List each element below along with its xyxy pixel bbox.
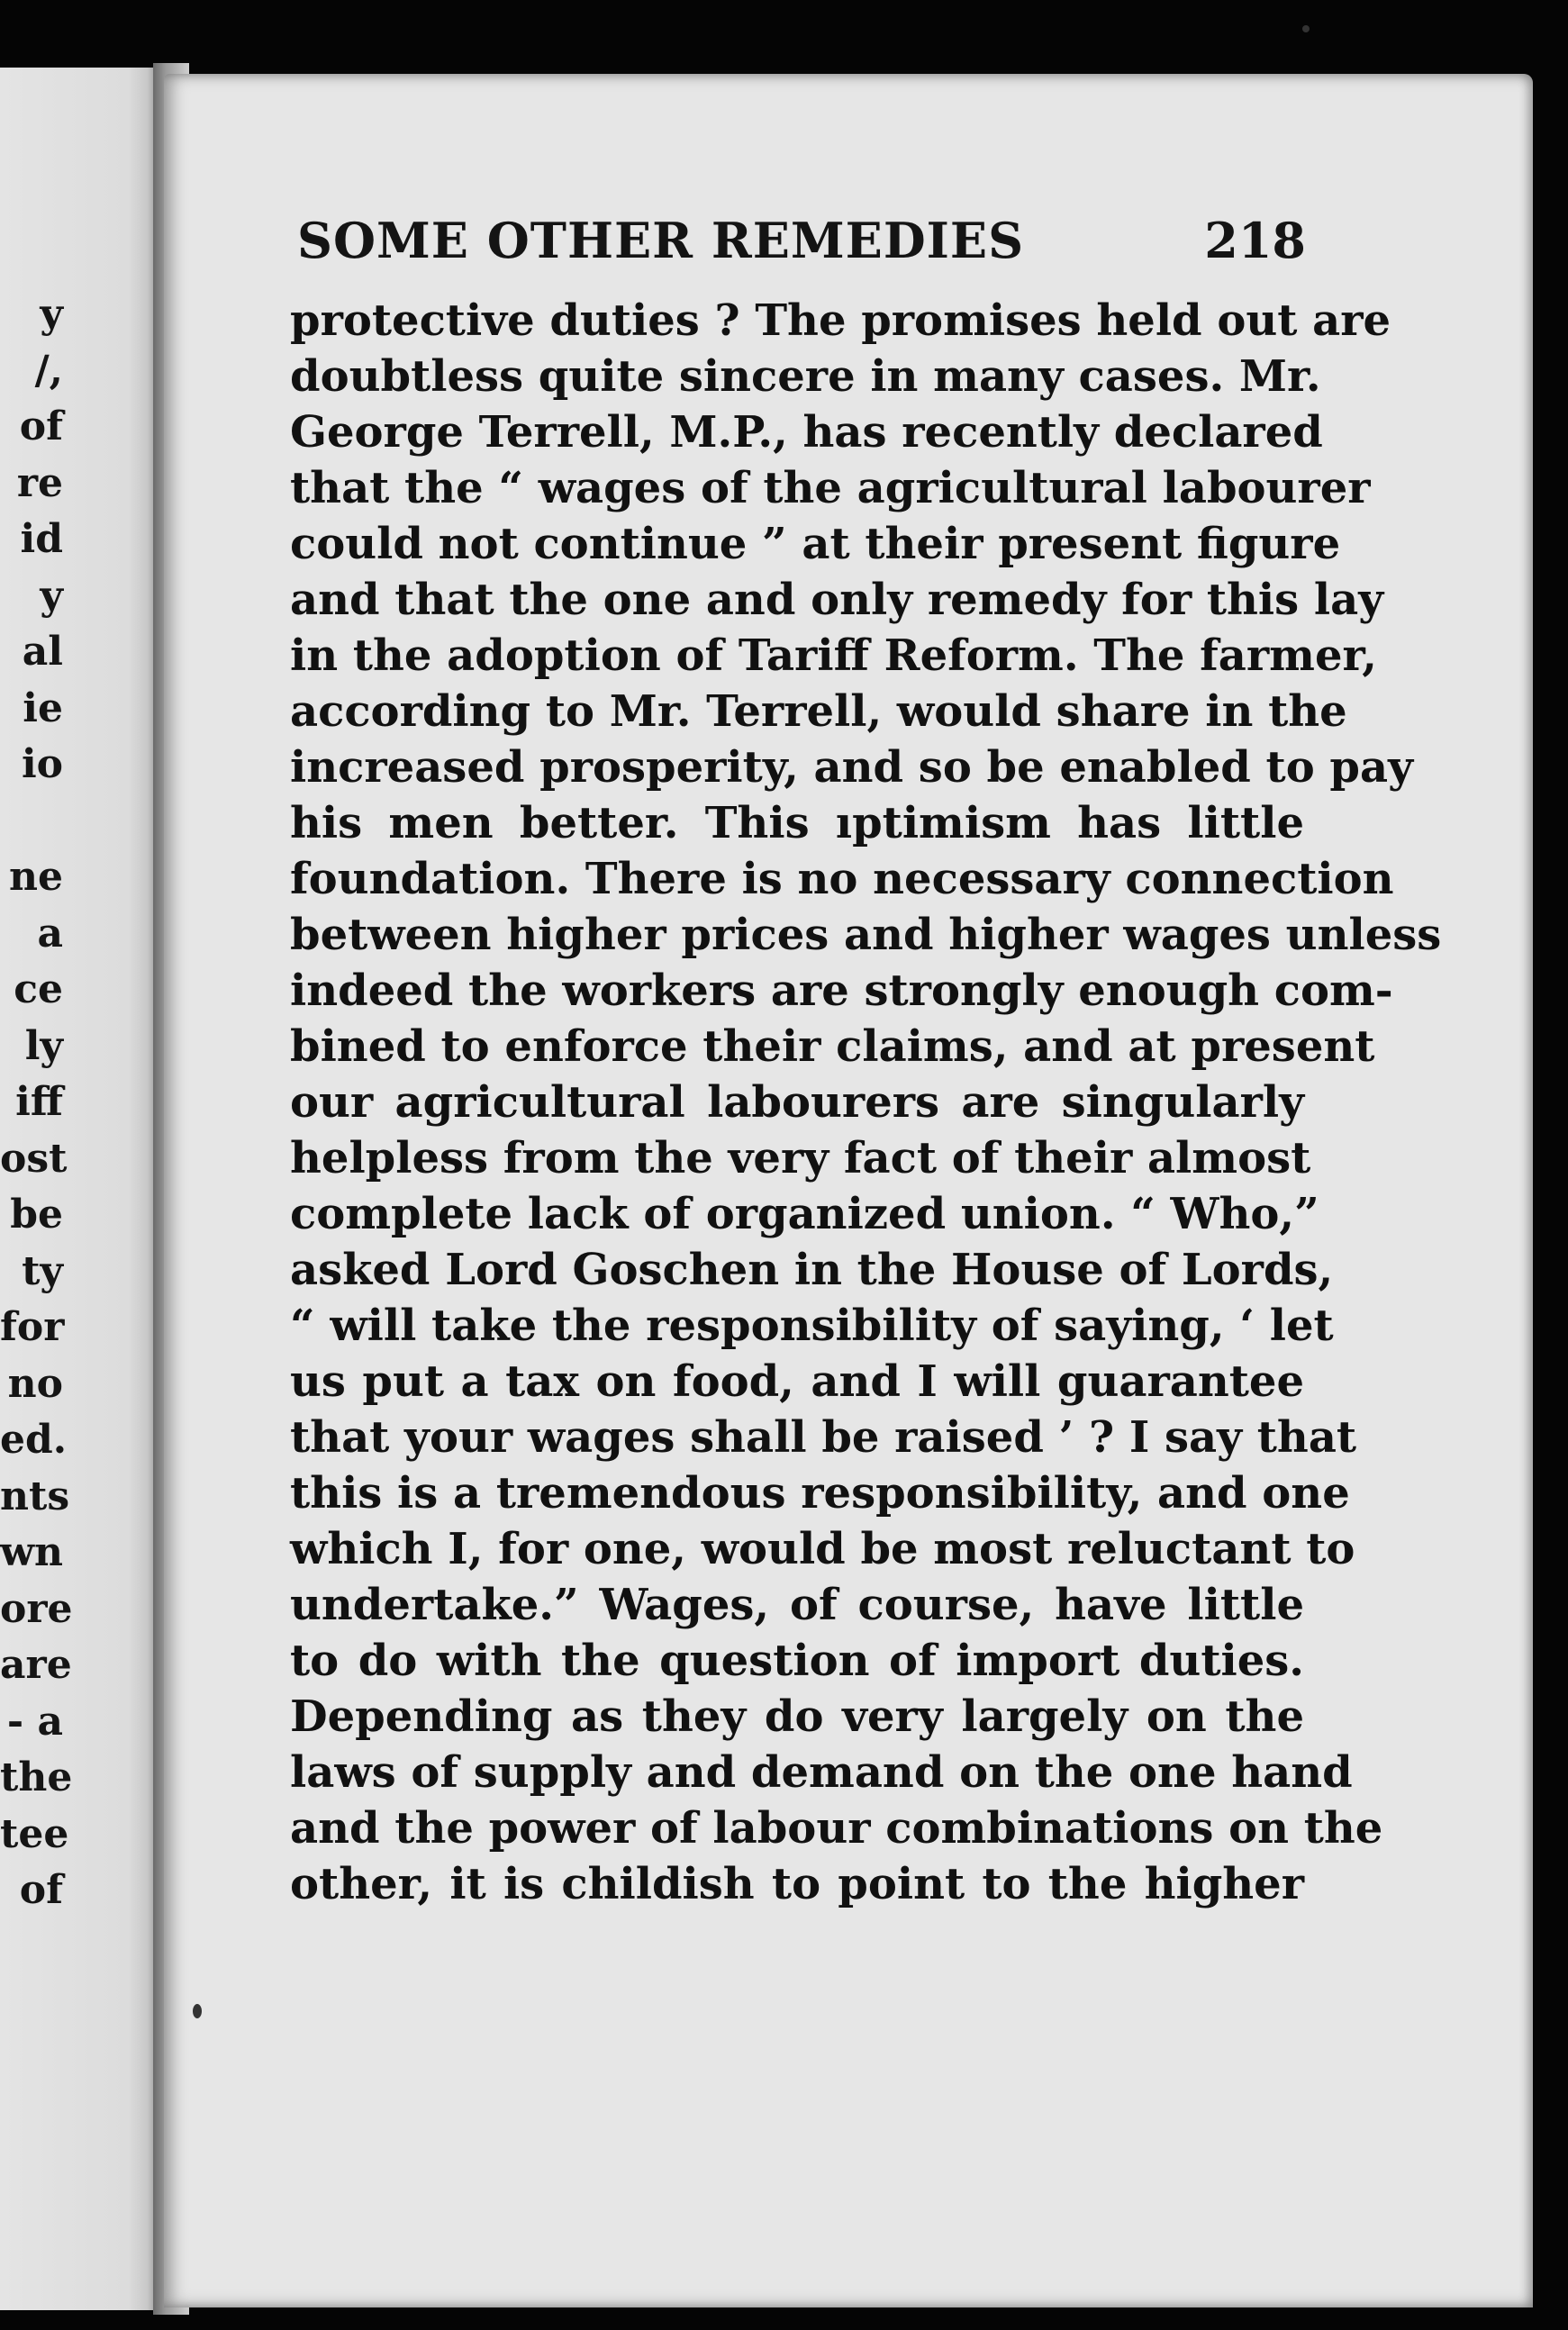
- left-fragment: for: [0, 1304, 65, 1350]
- left-fragment: ore: [0, 1585, 73, 1632]
- left-fragment: /,: [34, 347, 63, 394]
- body-text: [290, 293, 1442, 1912]
- left-fragment: nts: [0, 1473, 70, 1519]
- text-line: that the “ wages of the agricultural labourer: [290, 463, 1371, 513]
- text-line: increased prosperity, and so be enabled to pay: [290, 742, 1413, 793]
- text-line: his men better. This ıptimism has little: [290, 798, 1304, 848]
- text-line: that your wages shall be raised ’ ? I say that: [290, 1412, 1357, 1463]
- text-line: to do with the question of import duties.: [290, 1636, 1304, 1686]
- text-line: according to Mr. Terrell, would share in the: [290, 686, 1347, 737]
- left-fragment: ne: [9, 854, 63, 900]
- left-fragment: the: [0, 1754, 73, 1800]
- left-fragment: ie: [23, 684, 63, 731]
- scan-speck: [193, 2004, 202, 2018]
- left-fragment: y: [40, 572, 63, 619]
- text-line: this is a tremendous responsibility, and one: [290, 1468, 1350, 1519]
- left-fragment: y: [40, 291, 63, 337]
- left-fragment: ed.: [0, 1417, 68, 1463]
- left-fragment: iff: [15, 1079, 63, 1125]
- left-fragment: a: [37, 910, 63, 956]
- left-fragment: [0, 793, 63, 850]
- text-line: protective duties ? The promises held out are: [290, 295, 1391, 346]
- text-line: indeed the workers are strongly enough com-: [290, 966, 1393, 1016]
- scan-speck: [1302, 25, 1310, 32]
- left-fragment: ty: [22, 1247, 63, 1294]
- left-fragment: tee: [0, 1810, 69, 1857]
- text-line: “ will take the responsibility of saying, ‘ let: [290, 1301, 1334, 1351]
- text-line: foundation. There is no necessary connection: [290, 854, 1394, 904]
- text-line: bined to enforce their claims, and at present: [290, 1021, 1375, 1072]
- text-line: laws of supply and demand on the one hand: [290, 1747, 1353, 1798]
- left-fragment: - a: [6, 1698, 63, 1745]
- text-line: could not continue ” at their present figure: [290, 519, 1341, 569]
- running-title: SOME OTHER REMEDIES: [297, 212, 1025, 269]
- left-fragment: no: [7, 1360, 63, 1407]
- text-line: undertake.” Wages, of course, have little: [290, 1580, 1304, 1630]
- left-fragment: ce: [14, 966, 63, 1012]
- left-fragment: re: [16, 459, 63, 506]
- left-fragment: id: [20, 516, 63, 562]
- text-line: doubtless quite sincere in many cases. Mr.: [290, 351, 1321, 402]
- text-line: between higher prices and higher wages unless: [290, 910, 1442, 960]
- left-fragment: al: [22, 629, 63, 675]
- left-fragment: of: [19, 403, 63, 449]
- left-fragment: ly: [24, 1022, 63, 1069]
- text-line: helpless from the very fact of their almost: [290, 1133, 1311, 1183]
- left-fragment: io: [21, 741, 63, 787]
- text-line: other, it is childish to point to the higher: [290, 1859, 1304, 1909]
- left-page-text-fragments: [0, 286, 73, 1919]
- text-line: in the adoption of Tariff Reform. The farmer,: [290, 630, 1378, 681]
- text-line: asked Lord Goschen in the House of Lords,: [290, 1245, 1334, 1295]
- text-line: our agricultural labourers are singularly: [290, 1077, 1304, 1128]
- left-fragment: ost: [0, 1135, 68, 1182]
- page-number: 218: [1204, 212, 1306, 269]
- left-fragment: be: [10, 1192, 63, 1238]
- text-line: and the power of labour combinations on the: [290, 1803, 1383, 1854]
- left-fragment: wn: [0, 1529, 63, 1575]
- text-line: complete lack of organized union. “ Who,”: [290, 1189, 1319, 1239]
- left-fragment: of: [19, 1867, 63, 1913]
- text-line: and that the one and only remedy for this lay: [290, 575, 1384, 625]
- text-line: us put a tax on food, and I will guarantee: [290, 1356, 1304, 1407]
- text-line: which I, for one, would be most reluctant to: [290, 1524, 1355, 1574]
- running-head: [297, 209, 1306, 272]
- text-line: George Terrell, M.P., has recently declared: [290, 407, 1323, 458]
- left-fragment: are: [0, 1642, 72, 1688]
- text-line: Depending as they do very largely on the: [290, 1691, 1304, 1742]
